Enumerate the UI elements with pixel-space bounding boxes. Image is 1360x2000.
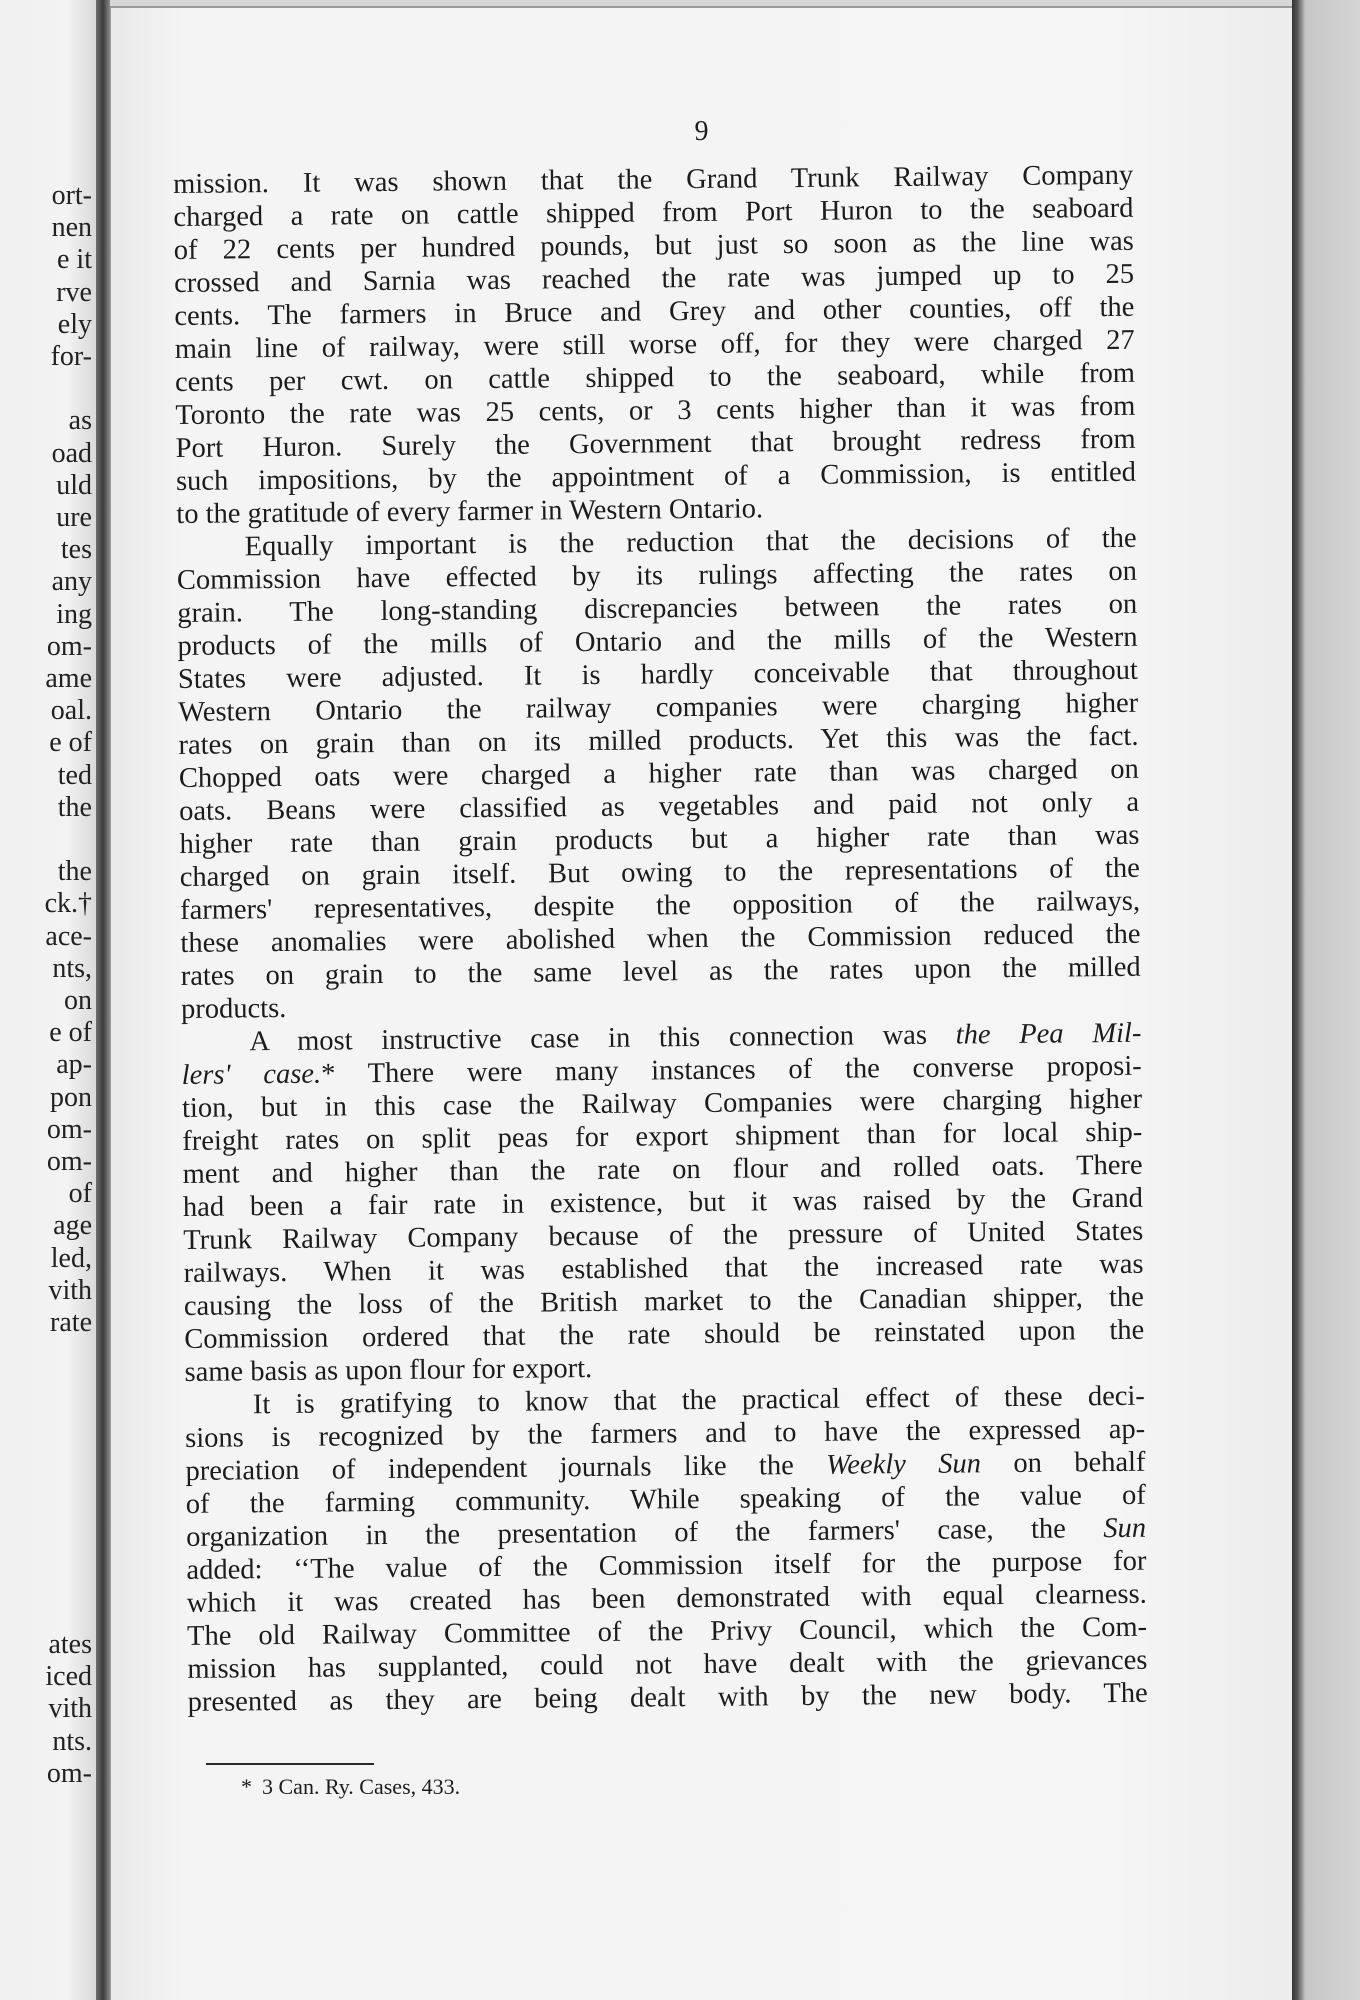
left-page-fragment: om- bbox=[46, 1146, 92, 1177]
left-page-fragment: iced bbox=[45, 1661, 92, 1693]
left-page-fragment: the bbox=[57, 791, 92, 823]
text-line: products of the mills of Ontario and the mills of the Western bbox=[177, 621, 1138, 662]
text-line: rates on grain to the same level as the rates upon the milled bbox=[180, 951, 1141, 992]
left-page-fragment: ace- bbox=[45, 920, 92, 952]
paragraph-start-line: It is gratifying to know that the practical effect of these deci- bbox=[252, 1380, 1145, 1421]
left-page-fragment: pon bbox=[50, 1081, 92, 1113]
left-page-fragment: oad bbox=[51, 437, 92, 469]
text-line: The old Railway Committee of the Privy Council, which the Com- bbox=[186, 1611, 1148, 1652]
text-line: these anomalies were abolished when the Commission reduced the bbox=[180, 918, 1141, 959]
text-line: crossed and Sarnia was reached the rate was jumped up to 25 bbox=[173, 258, 1135, 299]
text-line: Toronto the rate was 25 cents, or 3 cents higher than it was from bbox=[175, 390, 1136, 431]
left-page-fragment: led, bbox=[50, 1242, 92, 1274]
left-page-fragment: nen bbox=[51, 212, 92, 244]
left-page-fragment: e of bbox=[49, 727, 92, 759]
left-page-fragment: om- bbox=[46, 630, 92, 662]
left-page-fragment: uld bbox=[56, 469, 92, 501]
text-line: preciation of independent journals like the Weekly Sun on behalf bbox=[185, 1446, 1146, 1487]
left-page-fragment: ap- bbox=[56, 1049, 92, 1081]
text-line: charged on grain itself. But owing to the representations of the bbox=[179, 852, 1140, 893]
left-page-fragment: ing bbox=[56, 598, 92, 630]
text-line: Commission ordered that the rate should be reinstated upon the bbox=[184, 1314, 1145, 1355]
text-line: freight rates on split peas for export shipment than for local ship- bbox=[182, 1116, 1143, 1157]
left-page-fragment: oal. bbox=[50, 695, 92, 727]
page-number: 9 bbox=[694, 116, 710, 147]
text-line: tion, but in this case the Railway Companies were charging higher bbox=[181, 1083, 1143, 1124]
footnote-rule bbox=[206, 1763, 374, 1765]
text-line: cents. The farmers in Bruce and Grey and other counties, off the bbox=[174, 291, 1135, 332]
text-line: oats. Beans were classified as vegetables and paid not only a bbox=[179, 786, 1140, 827]
paragraph-end-line: same basis as upon flour for export. bbox=[184, 1353, 593, 1388]
left-page-fragment: on bbox=[64, 985, 92, 1016]
right-page-edge bbox=[1292, 0, 1360, 2000]
left-page-fragment: e of bbox=[49, 1017, 92, 1049]
text-line: mission. It was shown that the Grand Trunk Railway Company bbox=[173, 159, 1134, 200]
left-page-fragment: ates bbox=[48, 1629, 92, 1660]
footnote-marker: * bbox=[241, 1774, 252, 1799]
text-line: Western Ontario the railway companies were charging higher bbox=[178, 687, 1139, 728]
paragraph-end-line: to the gratitude of every farmer in Western Ontario. bbox=[176, 493, 764, 530]
text-line: charged a rate on cattle shipped from Port Huron to the seaboard bbox=[173, 192, 1134, 233]
text-line: grain. The long-standing discrepancies between the rates on bbox=[177, 588, 1138, 629]
text-line: Commission have effected by its rulings affecting the rates on bbox=[176, 555, 1138, 596]
text-line: Chopped oats were charged a higher rate than was charged on bbox=[178, 753, 1139, 794]
left-page-fragment: vith bbox=[48, 1274, 92, 1306]
left-page-fragment: nts, bbox=[52, 952, 92, 984]
text-line: mission has supplanted, could not have dealt with the grievances bbox=[187, 1644, 1148, 1685]
left-page-edge bbox=[0, 0, 96, 2000]
text-line: causing the loss of the British market to the Canadian shipper, the bbox=[183, 1281, 1145, 1322]
text-line: added: ‘‘The value of the Commission itself for the purpose for bbox=[186, 1545, 1147, 1586]
text-line: organization in the presentation of the farmers' case, the Sun bbox=[185, 1512, 1147, 1553]
text-line: of the farming community. While speaking of the value of bbox=[185, 1479, 1146, 1520]
left-page-fragment: for- bbox=[50, 341, 92, 372]
text-line: had been a fair rate in existence, but it was raised by the Grand bbox=[182, 1182, 1144, 1223]
text-line: farmers' representatives, despite the opposition of the railways, bbox=[179, 885, 1141, 926]
left-page-fragment: vith bbox=[48, 1693, 92, 1725]
left-page-fragment: tes bbox=[60, 534, 92, 566]
body-text bbox=[173, 159, 1148, 1719]
footnote-text: 3 Can. Ry. Cases, 433. bbox=[262, 1774, 461, 1799]
text-line: main line of railway, were still worse off, for they were charged 27 bbox=[174, 324, 1135, 365]
text-line: rates on grain than on its milled products. Yet this was the fact. bbox=[178, 720, 1139, 761]
text-line: Port Huron. Surely the Government that brought redress from bbox=[175, 423, 1136, 464]
paragraph-start-line: A most instructive case in this connection was the Pea Mil- bbox=[249, 1017, 1142, 1058]
left-page-fragment: om- bbox=[46, 1757, 92, 1789]
left-page-fragment: rate bbox=[50, 1307, 92, 1338]
text-line: lers' case.* There were many instances of the converse proposi- bbox=[181, 1050, 1142, 1091]
text-line: which it was created has been demonstrated with equal clearness. bbox=[186, 1578, 1147, 1619]
text-line: Trunk Railway Company because of the pressure of United States bbox=[183, 1215, 1144, 1256]
left-page-fragment: ted bbox=[57, 759, 92, 791]
text-line: sions is recognized by the farmers and to have the expressed ap- bbox=[185, 1413, 1146, 1454]
left-page-fragment: the bbox=[57, 856, 92, 888]
left-page-fragment: ely bbox=[57, 308, 92, 340]
footnote bbox=[241, 1774, 460, 1800]
left-page-fragment: age bbox=[53, 1210, 92, 1242]
left-page-fragment: of bbox=[68, 1178, 92, 1210]
left-page-fragment: as bbox=[68, 405, 92, 437]
left-page-fragment: ame bbox=[45, 663, 92, 694]
book-gutter bbox=[96, 0, 110, 2000]
left-page-fragment: om- bbox=[46, 1113, 92, 1145]
main-page bbox=[110, 6, 1293, 2000]
text-line: cents per cwt. on cattle shipped to the seaboard, while from bbox=[174, 357, 1136, 398]
left-page-fragment: rve bbox=[56, 276, 92, 308]
text-line: ment and higher than the rate on flour and rolled oats. There bbox=[182, 1149, 1143, 1190]
text-line: presented as they are being dealt with by the new body. The bbox=[187, 1677, 1148, 1718]
left-page-fragment: ck.† bbox=[44, 888, 92, 920]
text-line: such impositions, by the appointment of a Commission, is entitled bbox=[175, 456, 1137, 497]
left-page-fragment: ort- bbox=[51, 180, 92, 211]
text-line: States were adjusted. It is hardly conceivable that throughout bbox=[177, 654, 1139, 695]
paragraph-start-line: Equally important is the reduction that the decisions of the bbox=[244, 522, 1137, 563]
text-line: higher rate than grain products but a higher rate than was bbox=[179, 819, 1140, 860]
left-page-fragment: nts. bbox=[52, 1725, 92, 1757]
text-line: of 22 cents per hundred pounds, but just so soon as the line was bbox=[173, 225, 1134, 266]
left-page-fragment: e it bbox=[57, 244, 92, 276]
paragraph-end-line: products. bbox=[180, 992, 287, 1025]
left-page-fragment: any bbox=[51, 566, 92, 598]
text-line: railways. When it was established that the increased rate was bbox=[183, 1248, 1144, 1289]
left-page-fragment: ure bbox=[56, 502, 92, 533]
